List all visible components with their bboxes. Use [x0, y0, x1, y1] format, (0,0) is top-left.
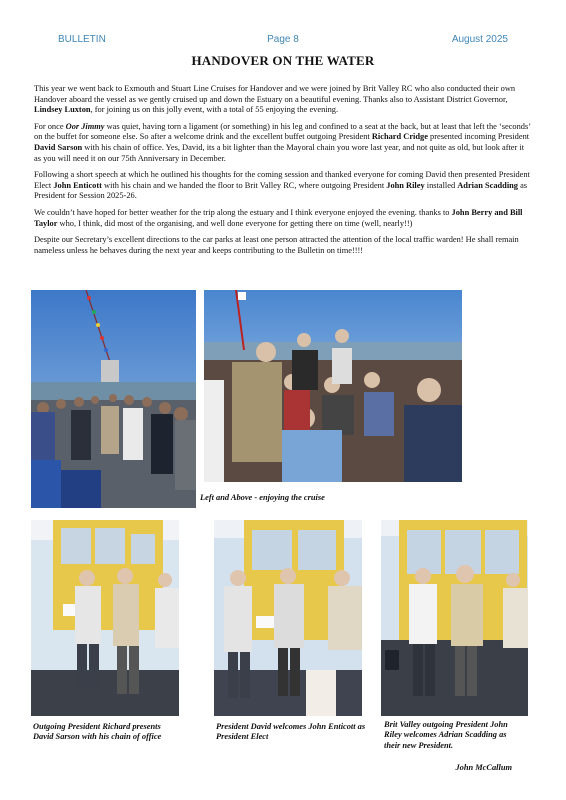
- emphasis-text: Oor Jimmy: [65, 121, 105, 131]
- caption-photo-chain: Outgoing President Richard presents David Sarson with his chain of office: [33, 722, 162, 742]
- photo-group-seated: [204, 290, 462, 482]
- body-text: For once: [34, 121, 66, 131]
- issue-date: August 2025: [451, 34, 508, 45]
- paragraph: [34, 170, 532, 202]
- body-text: presented incoming President: [427, 132, 530, 142]
- emphasis-text: John Riley: [386, 180, 425, 190]
- article-body: [34, 84, 532, 262]
- emphasis-text: John Enticott: [53, 180, 102, 190]
- body-text: as President for Session 2025-26.: [34, 180, 528, 201]
- body-text: This year we went back to Exmouth and Stuart Line Cruises for Handover and we were joined by Brit Valley RC who also conducted their own Handover aboard the vessel as we gently cruised up and down the Estuary on a beautiful evening. Thanks also to Assistant District Governor,: [34, 84, 516, 104]
- emphasis-text: John Berry and Bill Taylor: [34, 207, 523, 228]
- caption-photo-president-elect: President David welcomes John Enticott as President Elect: [216, 722, 366, 742]
- bulletin-label: BULLETIN: [58, 34, 106, 45]
- emphasis-text: Adrian Scadding: [457, 180, 518, 190]
- body-text: with his chain and we handed the floor to Brit Valley RC, where outgoing President: [101, 180, 387, 190]
- paragraph: [34, 122, 532, 164]
- paragraph: [34, 235, 532, 256]
- body-text: Following a short speech at which he outlined his thoughts for the coming session and thanked everyone for coming David then presented President Elect: [34, 170, 530, 190]
- body-text: was quiet, having torn a ligament (or something) in his leg and confined to a seat at the back, but at least that left the ‘seconds’ on the buffet for someone else. So after a welcome drink and the excellent buffet outgoing President: [34, 121, 531, 142]
- paragraph: [34, 208, 532, 229]
- body-text: installed: [424, 180, 458, 190]
- photo-president-elect: [214, 520, 362, 716]
- emphasis-text: David Sarson: [34, 142, 83, 152]
- emphasis-text: Lindsey Luxton: [34, 105, 91, 115]
- paragraph: [34, 84, 532, 116]
- article-author: John McCallum: [455, 763, 512, 772]
- body-text: We couldn’t have hoped for better weather for the trip along the estuary and I think everyone enjoyed the evening. thanks to: [34, 207, 452, 217]
- page-number: Page 8: [267, 34, 299, 45]
- caption-top-photos: Left and Above - enjoying the cruise: [200, 493, 325, 502]
- body-text: with his chain of office. Yes, David, its a bit lighter than the Mayoral chain you wore last year, and not quite as old, but look after it as you will need it on our 75th Anniversary in December.: [34, 142, 525, 163]
- photo-cruise-deck: [31, 290, 196, 508]
- caption-photo-brit-valley: Brit Valley outgoing President John Riley welcomes Adrian Scadding as their new President.: [384, 720, 508, 750]
- emphasis-text: Richard Cridge: [371, 132, 428, 142]
- photo-chain-of-office: [31, 520, 179, 716]
- body-text: who, I think, did most of the organising, and well done everyone for getting there on time (well, nearly!!): [57, 218, 413, 228]
- photo-brit-valley-president: [381, 520, 528, 716]
- body-text: Despite our Secretary’s excellent directions to the car parks at least one person attracted the attention of the local traffic warden! He shall remain nameless unless he behaves during the next year and keeps contributing to the Bulletin on time!!!!: [34, 235, 519, 255]
- article-title: HANDOVER ON THE WATER: [191, 53, 375, 68]
- body-text: , for joining us on this jolly event, with a total of 55 enjoying the evening.: [90, 105, 339, 115]
